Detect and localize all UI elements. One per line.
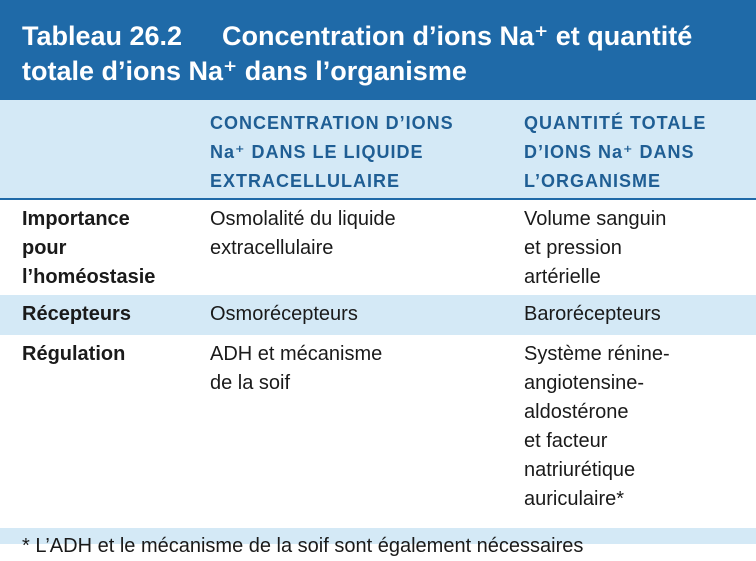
cell-line: extracellulaire (210, 237, 334, 259)
cell-line: ADH et mécanisme (210, 343, 383, 365)
table-cell (524, 300, 752, 329)
row-label (22, 205, 202, 292)
row-label-line: Régulation (22, 343, 126, 365)
cell-line: Osmolalité du liquide (210, 208, 396, 230)
cell-line: et facteur (524, 430, 608, 452)
table-title-line-2: totale d’ions Na⁺ dans l’organisme (22, 56, 467, 86)
cell-line: natriurétique (524, 459, 636, 481)
column-header-line: Na⁺ DANS LE LIQUIDE (210, 142, 424, 162)
table-row-importance (0, 200, 756, 295)
cell-line: Système rénine- (524, 343, 670, 365)
column-header-line: EXTRACELLULAIRE (210, 171, 400, 191)
table-title-line-1 (22, 21, 692, 52)
table-number: Tableau 26.2 (22, 21, 183, 51)
cell-line: Volume sanguin (524, 208, 667, 230)
cell-line: de la soif (210, 372, 291, 394)
row-label-line: Importance (22, 208, 130, 230)
cell-line: angiotensine- (524, 372, 645, 394)
cell-line: et pression (524, 237, 622, 259)
row-label-line: pour (22, 237, 67, 259)
table-cell (210, 340, 510, 398)
row-label-line: Récepteurs (22, 303, 131, 325)
cell-line: auriculaire* (524, 488, 625, 510)
column-header-line: D’IONS Na⁺ DANS (524, 142, 695, 162)
table-title-text-1: Concentration d’ions Na⁺ et quantité (222, 21, 693, 51)
column-header-row (0, 100, 756, 200)
row-label-line: l’homéostasie (22, 266, 156, 288)
column-header-line: QUANTITÉ TOTALE (524, 113, 707, 133)
cell-line: Barorécepteurs (524, 303, 661, 325)
cell-line: artérielle (524, 266, 601, 288)
row-label (22, 340, 202, 369)
row-label (22, 300, 202, 329)
column-header-line: CONCENTRATION D’IONS (210, 113, 454, 133)
table-title-bar (0, 0, 756, 100)
cell-line: Osmorécepteurs (210, 303, 358, 325)
table-cell (524, 205, 752, 292)
table-cell (210, 205, 510, 263)
column-header-line: L’ORGANISME (524, 171, 662, 191)
table-footnote: * L’ADH et le mécanisme de la soif sont également nécessaires (22, 535, 584, 557)
cell-line: aldostérone (524, 401, 629, 423)
table-row-regulation (0, 335, 756, 525)
table-cell (210, 300, 510, 329)
column-header-total (524, 109, 752, 196)
column-header-extracellular (210, 109, 510, 196)
table-cell (524, 340, 752, 514)
table-row-recepteurs (0, 295, 756, 335)
